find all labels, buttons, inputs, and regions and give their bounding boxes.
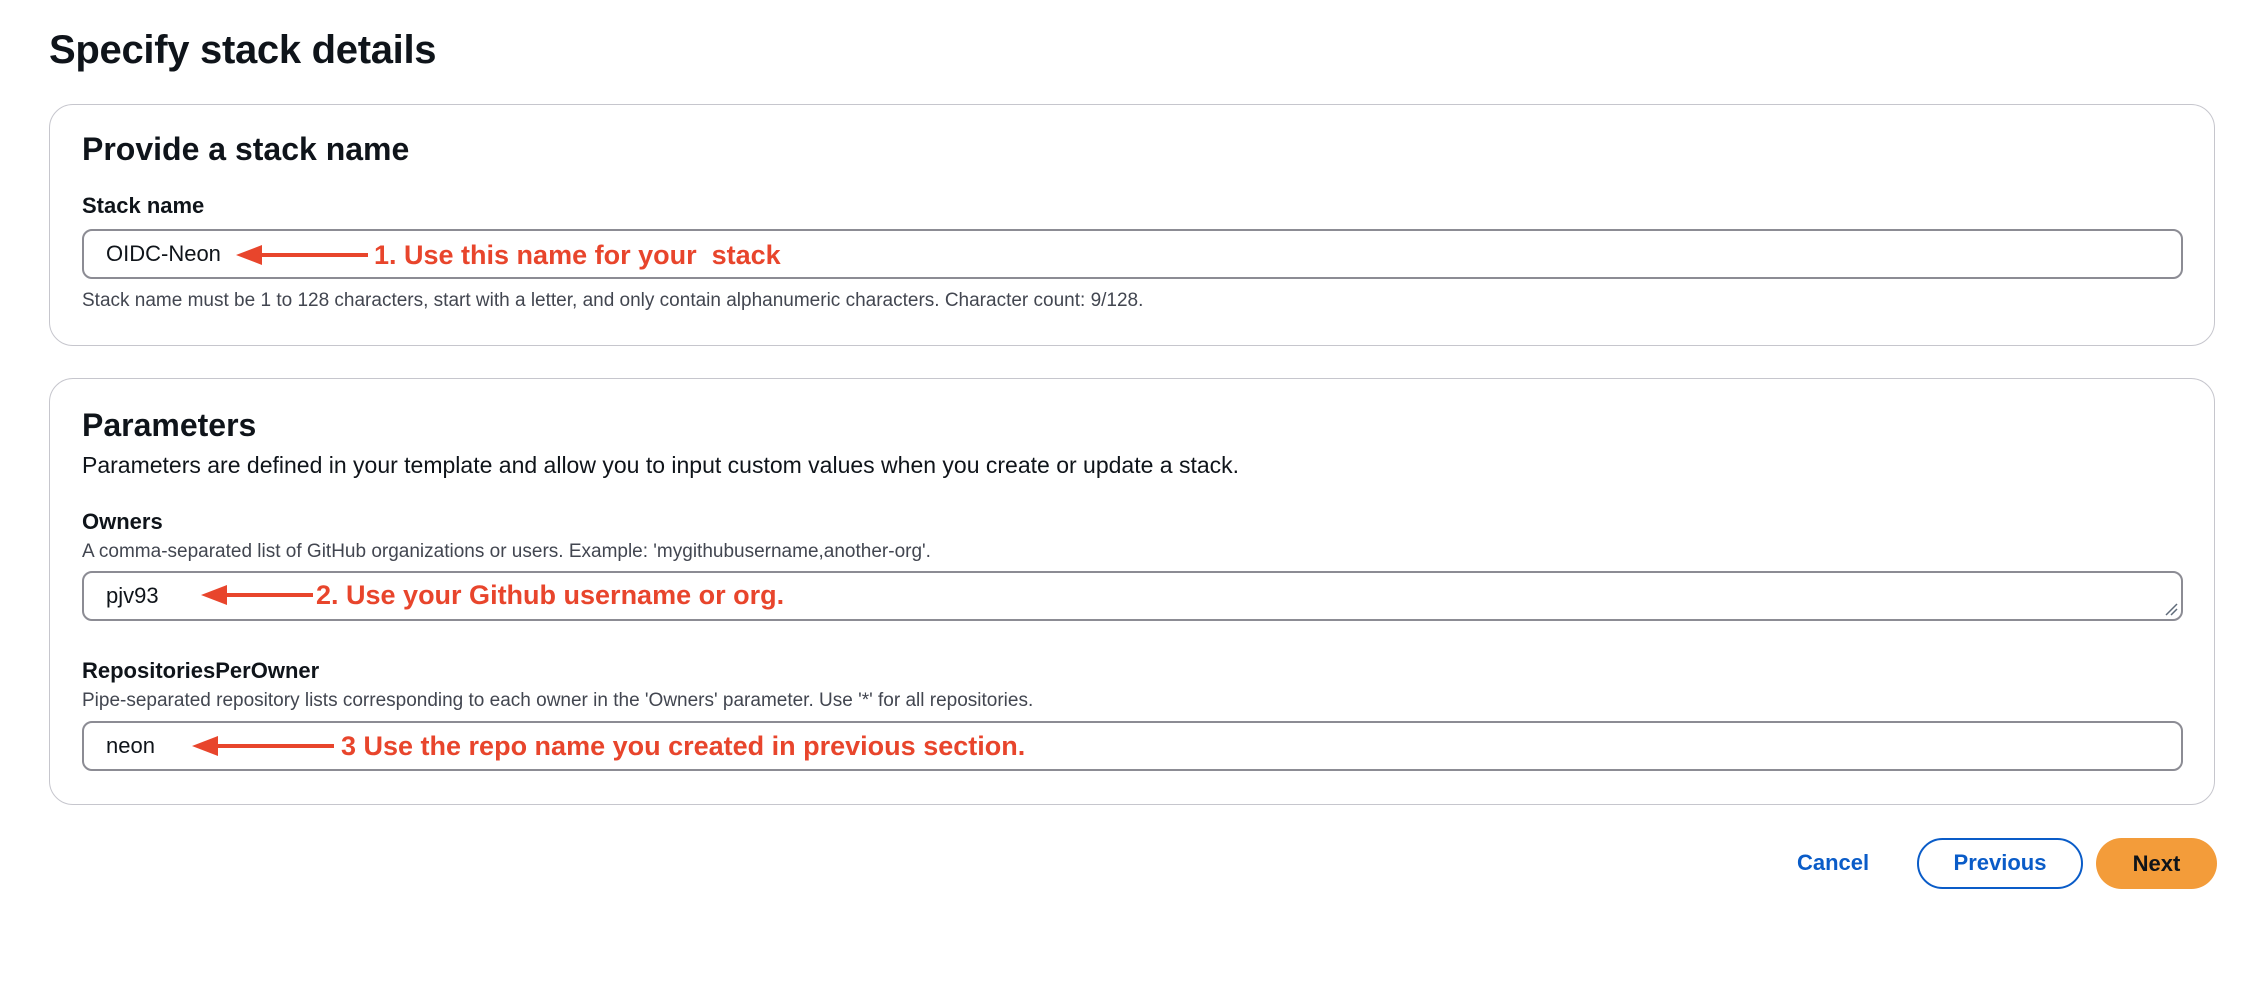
owners-value: pjv93: [106, 583, 159, 608]
owners-label: Owners: [82, 509, 163, 534]
annotation-text-3: 3 Use the repo name you created in previous section.: [341, 731, 1026, 761]
annotation-text-1: 1. Use this name for your stack: [374, 240, 781, 270]
stack-name-hint: Stack name must be 1 to 128 characters, start with a letter, and only contain alphanumeric characters. Character count: 9/128.: [82, 290, 1144, 311]
repositories-value: neon: [106, 733, 155, 758]
next-button[interactable]: Next: [2096, 838, 2217, 889]
parameters-description: Parameters are defined in your template and allow you to input custom values when you create or update a stack.: [82, 452, 1240, 478]
owners-description: A comma-separated list of GitHub organizations or users. Example: 'mygithubusername,another-org'.: [82, 541, 931, 562]
cancel-button[interactable]: Cancel: [1797, 850, 1870, 875]
previous-button[interactable]: Previous: [1917, 838, 2083, 889]
stack-name-heading: Provide a stack name: [82, 131, 410, 167]
annotation-text-2: 2. Use your Github username or org.: [316, 580, 785, 610]
annotation-arrow-1: [234, 240, 370, 270]
stack-name-value: OIDC-Neon: [106, 241, 221, 266]
resize-handle-icon[interactable]: [2164, 602, 2178, 616]
annotation-arrow-3: [190, 731, 336, 761]
repositories-description: Pipe-separated repository lists corresponding to each owner in the 'Owners' parameter. Use '*' for all repositories.: [82, 690, 1034, 711]
parameters-heading: Parameters: [82, 407, 257, 443]
stack-name-label: Stack name: [82, 193, 205, 218]
page-title: Specify stack details: [49, 28, 437, 72]
annotation-arrow-2: [199, 580, 315, 610]
repositories-label: RepositoriesPerOwner: [82, 658, 320, 683]
